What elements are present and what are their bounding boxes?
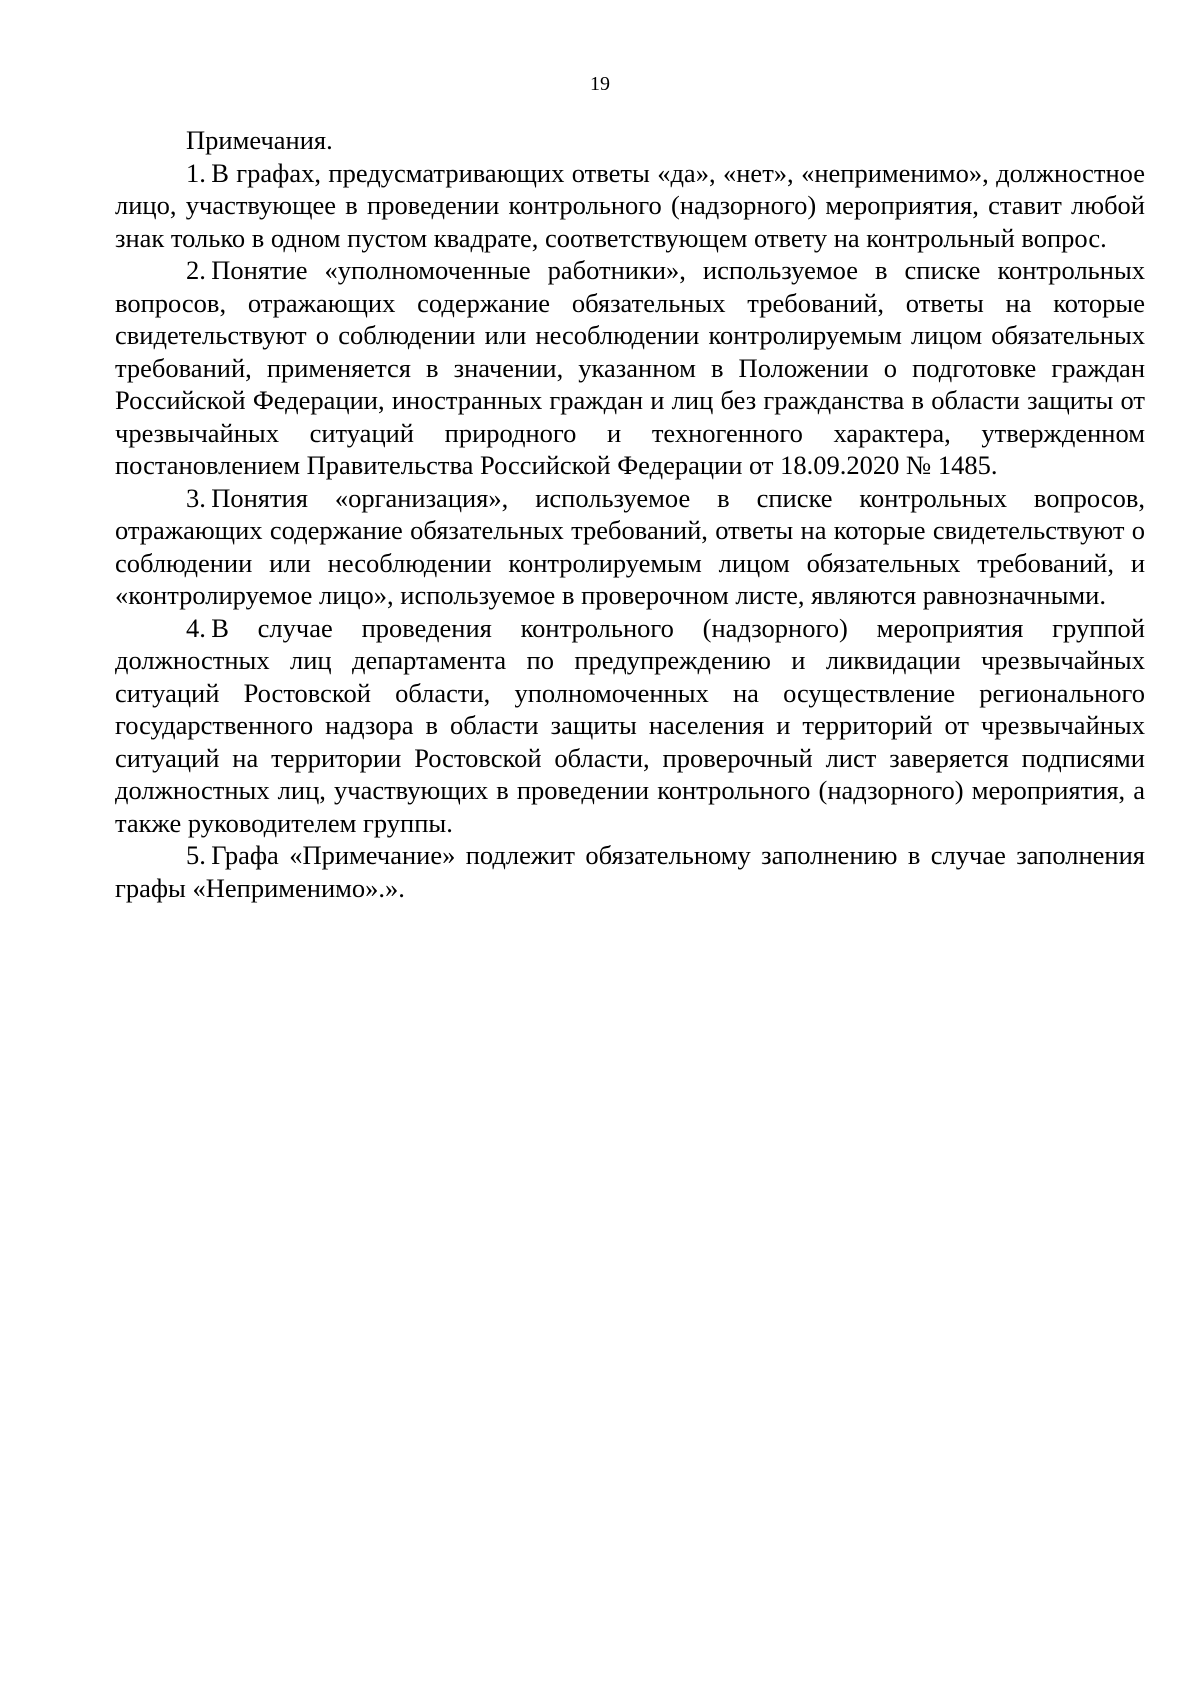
note-item-text: Понятия «организация», используемое в списке контрольных вопросов, отражающих содержание обязательных требований, ответы на которые свидетельствуют о соблюдении или несоблюдении контролируемым лицом обязательных требований, и «контролируемое лицо», используемое в проверочном листе, являются равнозначными. — [115, 482, 1145, 610]
note-item-text: В случае проведения контрольного (надзорного) мероприятия группой должностных лиц департамента по предупреждению и ликвидации чрезвычайных ситуаций Ростовской области, уполномоченных на осуществление регионального государственного надзора в области защиты населения и территорий от чрезвычайных ситуаций на территории Ростовской области, проверочный лист заверяется подписями должностных лиц, участвующих в проведении контрольного (надзорного) мероприятия, а также руководителем группы. — [115, 612, 1145, 838]
note-item-4 — [115, 612, 1145, 840]
note-item-number: 2. — [186, 255, 206, 285]
note-item-number: 3. — [186, 482, 206, 513]
note-item-5 — [115, 839, 1145, 904]
note-item-number: 1. — [186, 157, 206, 188]
note-item-1 — [115, 157, 1145, 255]
note-item-number: 4. — [186, 612, 206, 643]
note-item-number: 5. — [186, 840, 206, 870]
note-item-text: Понятие «уполномоченные работники», используемое в списке контрольных вопросов, отражающих содержание обязательных требований, ответы на которые свидетельствуют о соблюдении или несоблюдении контролируемым лицом обязательных требований, применяется в значении, указанном в Положении о подготовке граждан Российской Федерации, иностранных граждан и лиц без гражданства в области защиты от чрезвычайных ситуаций природного и техногенного характера, утвержденном постановлением Правительства Российской Федерации от 18.09.2020 № 1485. — [115, 255, 1145, 480]
notes-heading: Примечания. — [186, 125, 333, 155]
notes-section — [115, 124, 1145, 904]
note-item-2 — [115, 254, 1145, 482]
note-item-text: Графа «Примечание» подлежит обязательному заполнению в случае заполнения графы «Неприменимо».». — [115, 840, 1145, 903]
note-item-3 — [115, 482, 1145, 612]
page-number: 19 — [590, 73, 610, 95]
note-item-text: В графах, предусматривающих ответы «да», «нет», «неприменимо», должностное лицо, участвующее в проведении контрольного (надзорного) мероприятия, ставит любой знак только в одном пустом квадрате, соответствующем ответу на контрольный вопрос. — [115, 157, 1145, 253]
